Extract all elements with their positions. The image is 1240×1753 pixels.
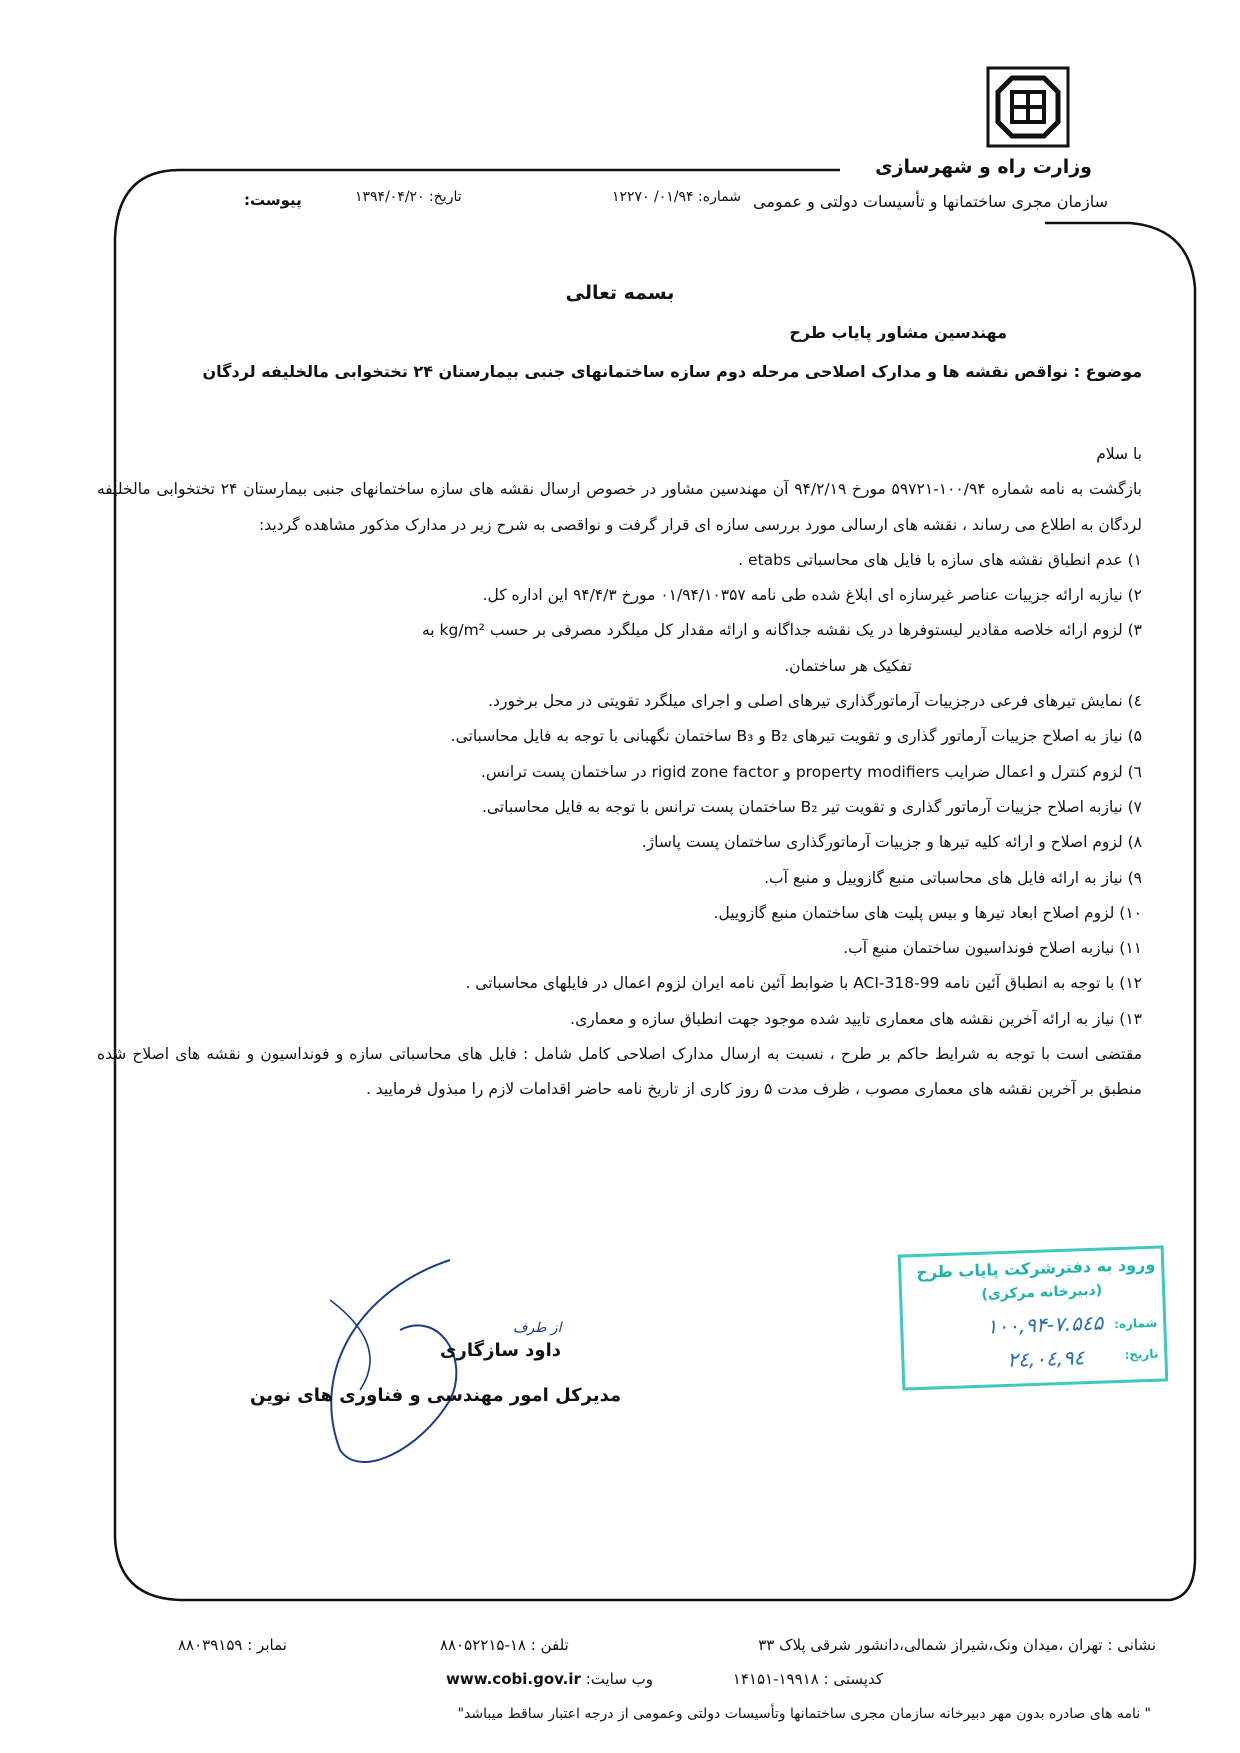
website-label: وب سایت:	[585, 1670, 653, 1688]
number-value: ۰۱/۹۴/ ۱۲۲۷۰	[612, 189, 694, 205]
ministry-logo	[986, 66, 1070, 148]
website-link[interactable]: www.cobi.gov.ir	[446, 1670, 581, 1688]
organization-name: سازمان مجری ساختمانها و تأسیسات دولتی و عمومی	[753, 192, 1108, 211]
stamp-number-label: شماره:	[1113, 1315, 1158, 1332]
handwritten-note: از طرف	[513, 1320, 562, 1336]
stamp-date-label: تاریخ:	[1124, 1346, 1159, 1362]
letter-body	[97, 437, 1142, 1108]
list-item: ۱۰) لزوم اصلاح ابعاد تیرها و بیس پلیت های ساختمان منبع گازوییل.	[713, 903, 1142, 922]
list-item: ۹) نیاز به ارائه فایل های محاسباتی منبع گازوییل و منبع آب.	[764, 868, 1142, 887]
stamp-title: ورود به دفترشرکت پایاب طرح	[915, 1254, 1156, 1283]
stamp-date-value: ۹٤,۰٤,۲٤	[1006, 1345, 1085, 1372]
intro-paragraph: بازگشت به نامه شماره ۱۰۰/۹۴-۵۹۷۲۱ مورخ ۹۴/۲/۱۹ آن مهندسین مشاور در خصوص ارسال نقشه های سازه ساختمانهای جنبی بیمارستان ۲۴ تختخوابی مالخلیفه لردگان به اطلاع می رساند ، نقشه های ارسالی مورد بررسی سازه ای قرار گرفت و نواقصی به شرح زیر در مدارک مذکور مشاهده گردید:	[97, 480, 1142, 534]
list-item: ۱۳) نیاز به ارائه آخرین نقشه های معماری تایید شده موجود جهت انطباق سازه و معماری.	[570, 1009, 1142, 1028]
list-item: ۸) لزوم اصلاح و ارائه کلیه تیرها و جزییات آرماتورگذاری ساختمان پست پاساژ.	[641, 833, 1142, 852]
footer-validity-note: " نامه های صادره بدون مهر دبیرخانه سازمان مجری ساختمانها وتأسیسات دولتی وعمومی از درجه اعتبار ساقط میباشد"	[457, 1706, 1151, 1722]
footer-postal-code: کدپستی : ۱۹۹۱۸-۱۴۱۵۱	[732, 1670, 883, 1688]
receipt-stamp	[898, 1245, 1169, 1390]
subject-line: موضوع : نواقص نقشه ها و مدارک اصلاحی مرحله دوم سازه ساختمانهای جنبی بیمارستان ۲۴ تختخوابی مالخلیفه لردگان	[202, 362, 1142, 381]
list-item: تفکیک هر ساختمان.	[784, 656, 912, 675]
closing-paragraph: مقتضی است با توجه به شرایط حاکم بر طرح ، نسبت به ارسال مدارک اصلاحی کامل شامل : فایل های محاسباتی سازه و فونداسیون و نقشه های اصلاح شده منطبق بر آخرین نقشه های معماری مصوب ، ظرف مدت ۵ روز کاری از تاریخ نامه حاضر اقدامات لازم را مبذول فرمایید .	[97, 1045, 1142, 1099]
list-item: ۱) عدم انطباق نقشه های سازه با فایل های محاسباتی etabs .	[738, 550, 1142, 569]
footer-phone: تلفن : ۱۸-۸۸۰۵۲۲۱۵	[440, 1636, 569, 1654]
stamp-number-value: ۱۰۰,۹۴-۷.۵٤۵	[986, 1310, 1104, 1339]
stamp-subtitle: (دبیرخانه مرکزی)	[981, 1282, 1103, 1303]
list-item: ۷) نیازبه اصلاح جزییات آرماتور گذاری و تقویت تیر B₂ ساختمان پست ترانس با توجه به فایل محاسباتی.	[481, 797, 1142, 816]
date-label: تاریخ:	[429, 189, 462, 205]
list-item: ۵) نیاز به اصلاح جزییات آرماتور گذاری و تقویت تیرهای B₂ و B₃ ساختمان نگهبانی با توجه به فایل محاسباتی.	[450, 727, 1142, 746]
signatory-name: داود سازگاری	[440, 1340, 562, 1361]
footer-fax: نمابر : ۸۸۰۳۹۱۵۹	[178, 1636, 287, 1654]
list-item: ٦) لزوم کنترل و اعمال ضرایب property modifiers و rigid zone factor در ساختمان پست ترانس.	[480, 762, 1142, 781]
signatory-title: مدیرکل امور مهندسی و فناوری های نوین	[250, 1385, 622, 1406]
ministry-name: وزارت راه و شهرسازی	[875, 156, 1092, 178]
attachment-label: پیوست:	[244, 191, 302, 209]
list-item: ٤) نمایش تیرهای فرعی درجزییات آرماتورگذاری تیرهای اصلی و اجرای میلگرد تقویتی در محل برخورد.	[488, 692, 1142, 711]
deficiency-list	[97, 543, 1142, 1037]
list-item: ۳) لزوم ارائه خلاصه مقادیر لیستوفرها در یک نقشه جداگانه و ارائه مقدار کل میلگرد مصرفی بر حسب kg/m² به	[421, 621, 1142, 640]
greeting: با سلام	[1096, 445, 1142, 463]
list-item: ۲) نیازبه ارائه جزییات عناصر غیرسازه ای ابلاغ شده طی نامه ۰۱/۹۴/۱۰۳۵۷ مورخ ۹۴/۴/۳ این اداره کل.	[482, 586, 1142, 605]
number-label: شماره:	[698, 189, 741, 205]
recipient: مهندسین مشاور پایاب طرح	[789, 323, 1007, 342]
basmala-heading: بسمه تعالی	[565, 282, 675, 304]
list-item: ۱۱) نیازبه اصلاح فونداسیون ساختمان منبع آب.	[843, 939, 1142, 958]
list-item: ۱۲) با توجه به انطباق آئین نامه ACI-318-99 با ضوابط آئین نامه ایران لزوم اعمال در فایلهای محاسباتی .	[465, 974, 1142, 993]
date-value: ۱۳۹۴/۰۴/۲۰	[355, 189, 425, 205]
footer-address: نشانی : تهران ،میدان ونک،شیراز شمالی،دانشور شرقی پلاک ۳۳	[758, 1636, 1156, 1654]
footer-website	[446, 1670, 653, 1688]
